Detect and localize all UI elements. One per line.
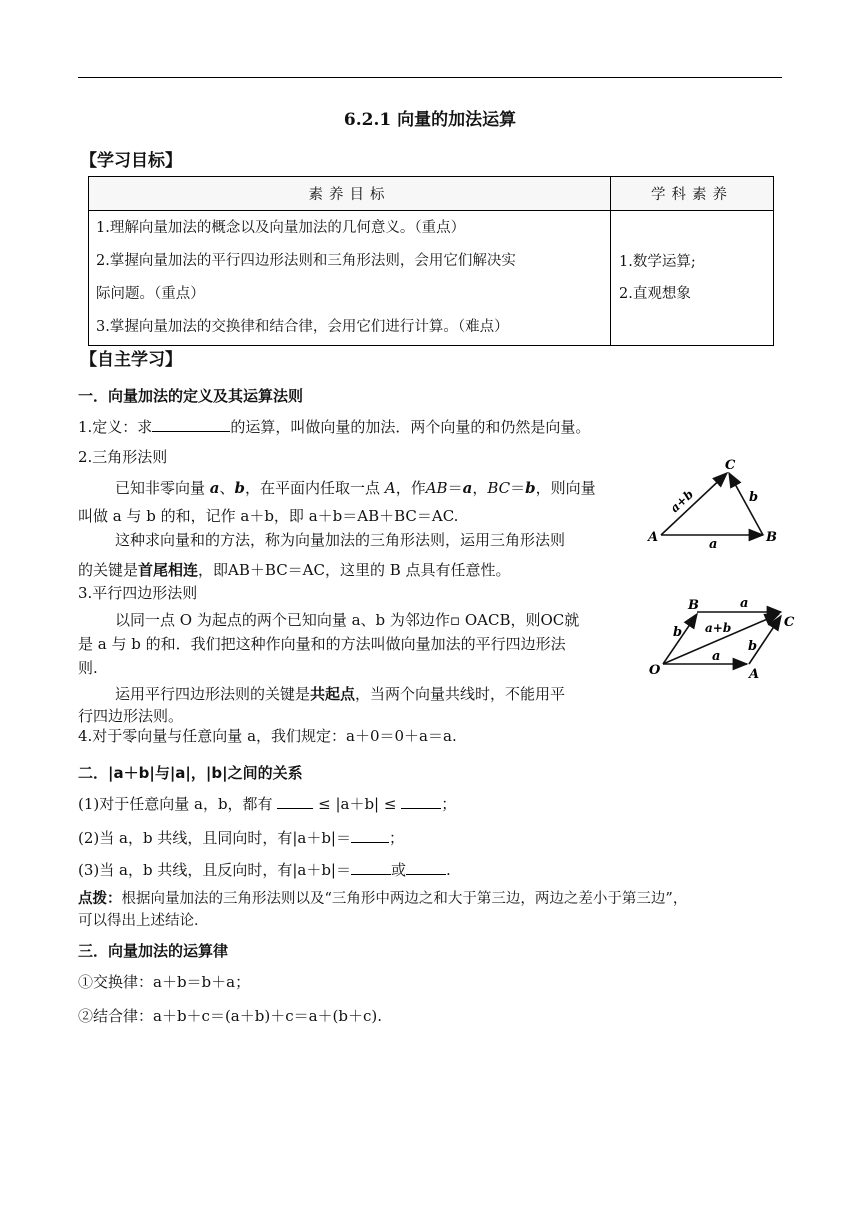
item3-blank-1	[351, 860, 391, 875]
goal-2: 2.掌握向量加法的平行四边形法则和三角形法则，会用它们解决实	[96, 253, 516, 269]
tri-label-a: a	[709, 537, 718, 551]
def-post: 的运算，叫做向量的加法．两个向量的和仍然是向量。	[230, 418, 591, 436]
def-pre: 1.定义：求	[78, 418, 153, 436]
item2-b: ；	[388, 829, 404, 847]
item1-c: ；	[441, 795, 457, 813]
par-label-C: C	[784, 615, 795, 630]
triangle-figure	[645, 455, 785, 551]
inequality-item-3	[78, 856, 451, 884]
literacy-cell	[611, 211, 774, 346]
par-p4-a: 运用平行四边形法则的关键是	[115, 685, 311, 703]
tip-label: 点拨：	[78, 890, 122, 907]
par-label-sum: a+b	[705, 621, 732, 635]
item1-a: (1)对于任意向量 a，b，都有	[78, 795, 273, 813]
par-label-a-top: a	[740, 596, 749, 611]
goals-table	[88, 176, 774, 346]
item1-b: ≤ |a＋b| ≤	[318, 795, 397, 813]
triangle-rule-title: 2.三角形法则	[78, 448, 168, 466]
literacy-col-header: 学科素养	[611, 177, 774, 211]
goal-3: 3.掌握向量加法的交换律和结合律，会用它们进行计算。（难点）	[96, 319, 509, 335]
goal-1: 1.理解向量加法的概念以及向量加法的几何意义。（重点）	[96, 220, 466, 236]
section-goals: 【学习目标】	[80, 151, 182, 171]
goals-cell	[89, 211, 611, 346]
inequality-item-1	[78, 790, 456, 818]
item3-a: (3)当 a，b 共线，且反向时，有|a＋b|＝	[78, 861, 351, 879]
parallelogram-p1: 以同一点 O 为起点的两个已知向量 a、b 为邻边作▫ OACB，则OC就	[115, 611, 580, 629]
parallelogram-p5: 行四边形法则。	[78, 707, 184, 725]
zero-vector-rule: 4.对于零向量与任意向量 a，我们规定：a＋0＝0＋a＝a.	[78, 727, 457, 745]
tri-label-B: B	[766, 530, 777, 545]
parallelogram-rule-title: 3.平行四边形法则	[78, 584, 198, 602]
parallelogram-figure	[645, 592, 800, 684]
tip-line-2: 可以得出上述结论．	[78, 913, 209, 929]
tri-label-b: b	[749, 490, 759, 505]
literacy-2: 2.直观想象	[619, 286, 691, 302]
par-p4-b: ，当两个向量共线时，不能用平	[355, 685, 566, 703]
par-label-b-right: b	[748, 639, 758, 654]
triangle-p2: 叫做 a 与 b 的和，记作 a＋b，即 a＋b＝AB＋BC＝AC.	[78, 507, 459, 525]
par-label-O: O	[649, 663, 661, 678]
parallelogram-p3: 则.	[78, 659, 98, 677]
page-title: 6.2.1 向量的加法运算	[343, 110, 517, 130]
def-blank	[152, 417, 230, 432]
tri-p4-bold: 首尾相连	[138, 561, 199, 579]
tri-p4-b: ，即AB＋BC＝AC，这里的 B 点具有任意性。	[198, 561, 511, 579]
inequality-item-2	[78, 824, 404, 852]
tri-p1-b: ，在平面内任取一点	[245, 479, 381, 497]
triangle-p1: 已知非零向量 a、b，在平面内任取一点 A，作AB＝a，BC＝b，则向量	[115, 479, 596, 497]
tri-label-C: C	[725, 458, 736, 473]
item1-blank-left	[277, 794, 313, 809]
tri-p1-a: 已知非零向量	[115, 479, 206, 497]
goal-2-cont: 际问题。（重点）	[96, 286, 205, 302]
parallelogram-p2: 是 a 与 b 的和．我们把这种作向量和的方法叫做向量加法的平行四边形法	[78, 635, 566, 653]
par-label-b-left: b	[673, 625, 683, 640]
tri-p4-a: 的关键是	[78, 561, 139, 579]
par-label-B: B	[688, 598, 699, 613]
header-rule	[78, 77, 782, 78]
part3-heading: 三．向量加法的运算律	[78, 942, 229, 960]
goals-col-header: 素养目标	[89, 177, 611, 211]
definition-line	[78, 413, 590, 441]
item1-blank-right	[401, 794, 441, 809]
commutative-law: ①交换律：a＋b＝b＋a；	[78, 973, 251, 991]
tri-label-sum: a+b	[667, 487, 697, 516]
section-self-study: 【自主学习】	[80, 350, 182, 370]
part2-heading: 二．|a＋b|与|a|，|b|之间的关系	[78, 764, 303, 782]
item3-b: 或	[390, 861, 406, 879]
par-label-A: A	[749, 667, 760, 682]
tri-p1-c: 则向量	[550, 479, 596, 497]
item2-blank	[351, 828, 389, 843]
tri-label-A: A	[648, 530, 659, 545]
tip-paragraph	[78, 888, 687, 932]
par-label-a-bottom: a	[712, 649, 721, 664]
par-p4-bold: 共起点	[310, 685, 356, 703]
associative-law: ②结合律：a＋b＋c＝(a＋b)＋c＝a＋(b＋c).	[78, 1007, 383, 1025]
literacy-1: 1.数学运算;	[619, 254, 696, 270]
item2-a: (2)当 a，b 共线，且同向时，有|a＋b|＝	[78, 829, 351, 847]
part1-heading: 一．向量加法的定义及其运算法则	[78, 387, 304, 405]
item3-c: .	[446, 861, 451, 879]
item3-blank-2	[406, 860, 446, 875]
tip-line-1: 根据向量加法的三角形法则以及“三角形中两边之和大于第三边，两边之差小于第三边”，	[121, 891, 688, 907]
triangle-p3: 这种求向量和的方法，称为向量加法的三角形法则，运用三角形法则	[115, 531, 566, 549]
